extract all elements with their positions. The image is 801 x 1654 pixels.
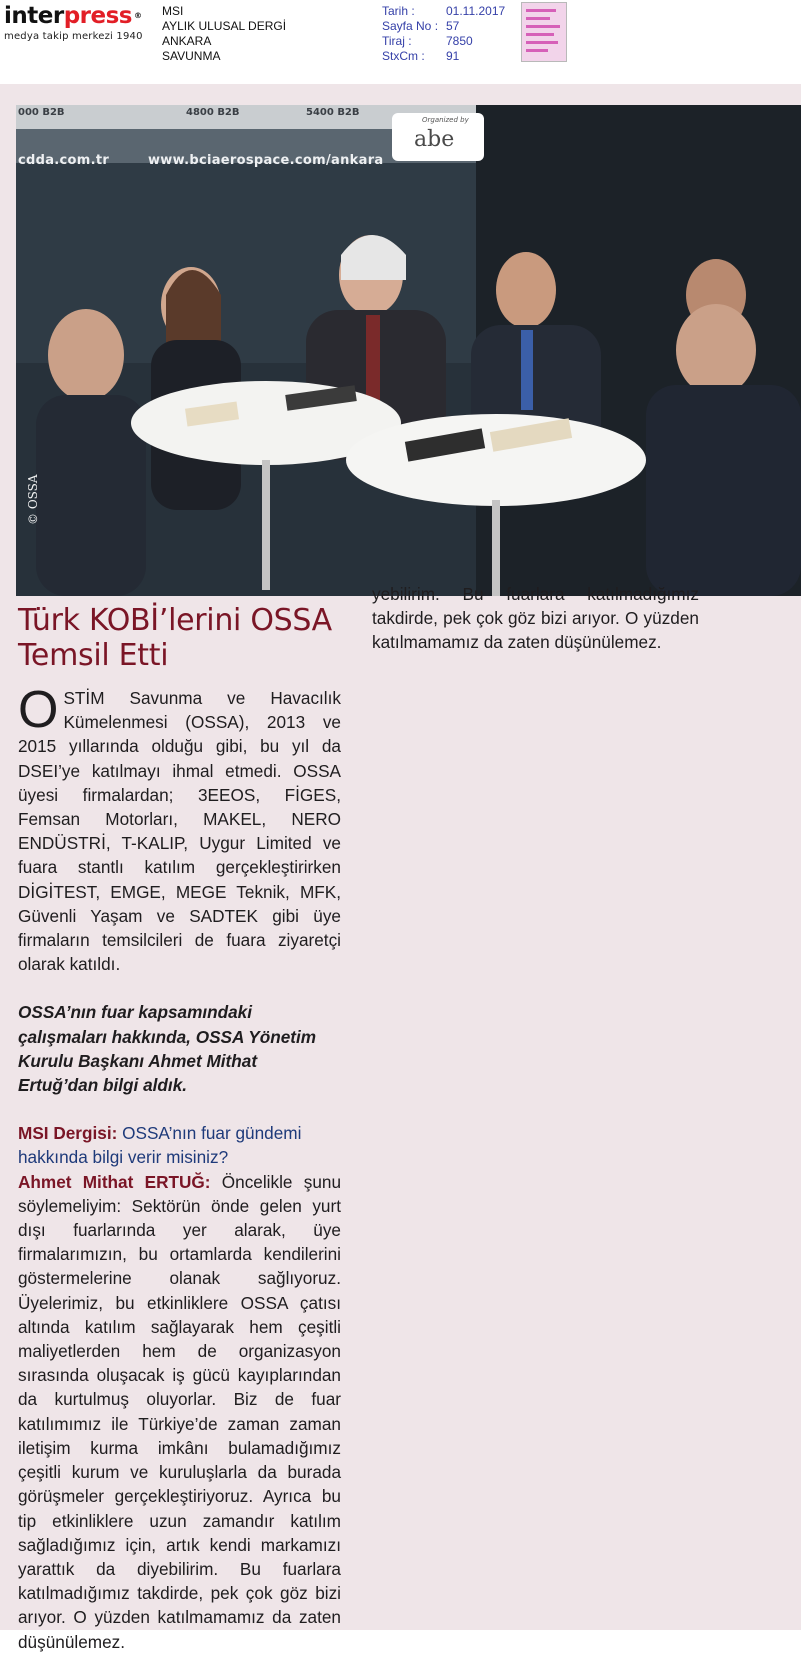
banner-url-right: www.bciaerospace.com/ankara (148, 153, 384, 168)
meta-row-circulation: Tiraj : 7850 (382, 34, 473, 48)
lead-paragraph: OSSA’nın fuar kapsamındaki çalışmaları hakkında, OSSA Yönetim Kurulu Başkanı Ahmet Mithat Ertuğ’dan bilgi aldık. (18, 1002, 317, 1096)
article-photo (16, 105, 801, 596)
left-column (18, 681, 342, 1654)
meta-row-stxcm: StxCm : 91 (382, 49, 460, 63)
answer-1-continuation: yebilirim. Bu fuarlara katılmadığımız takdirde, pek çok göz bizi arıyor. O yüzden katılmamamız da zaten düşünülemez. (372, 584, 699, 653)
banner-url-left: cdda.com.tr (18, 153, 110, 168)
answer-1: Ahmet Mithat ERTUĞ: Öncelikle şunu söylemeliyim: Sektörün önde gelen yurt dışı fuarlarında yer alarak, üye firmalarımızın, bu ortamlarda kendilerini göstermelerine olanak sağlıyoruz. Üyelerimiz, bu etkinliklere OSSA çatısı altında katılım sağlayarak hem çeşitli maliyetlerden hem de organizasyon sırasında oluşacak iş gücü kayıplarından da kurtulmuş oluyorlar. Biz de fuar katılımımız ile Türkiye’de zaman zaman iletişim kurma imkânı bulamadığımız çeşitli kurum ve kuruluşlarla da burada görüşmeler gerçekleştiriyoruz. Ayrıca bu tip etkinliklere uzun zamandır katılım sağladığımız için, artık kendi markamızı yarattık da diyebilirim. Bu fuarlara katılmadığımız takdirde, pek çok göz bizi arıyor. O yüzden katılmamamız da zaten düşünülemez. (18, 1171, 342, 1652)
logo-wordmark: interpress ® (4, 3, 142, 29)
drop-cap: O (18, 681, 59, 739)
meeting-scene (16, 105, 801, 596)
clipping-header (0, 0, 801, 82)
photo-credit: © OSSA (26, 474, 40, 525)
meta-row-date: Tarih : 01.11.2017 (382, 4, 506, 18)
publication-frequency: AYLIK ULUSAL DERGİ (162, 19, 287, 33)
publication-city: ANKARA (162, 34, 212, 48)
magazine-page (0, 84, 801, 1652)
intro-paragraph: OSTİM Savunma ve Havacılık Kümelenmesi (OSSA), 2013 ve 2015 yıllarında olduğu gibi, bu yıl da DSEI’ye katılmayı ihmal etmedi. OSSA üyesi firmalardan; 3EEOS, FİGES, Femsan Motorları, MAKEL, NERO ENDÜSTRİ, T-KALIP, Uygur Limited ve fuara stantlı katılım gerçekleştirirken DİGİTEST, EMGE, MEGE Teknik, MFK, Güvenli Yaşam ve SADTEK gibi üye firmaların temsilcileri de fuara ziyaretçi olarak katıldı. (18, 681, 341, 975)
banner-b2b-mid: 4800 B2B (186, 107, 240, 118)
banner-b2b-right: 5400 B2B (306, 107, 360, 118)
publication-info (162, 4, 286, 64)
logo-tagline: medya takip merkezi 1940 (4, 31, 143, 42)
article-title: Türk KOBİ’lerini OSSA Temsil Etti (18, 603, 332, 673)
meta-row-page: Sayfa No : 57 (382, 19, 460, 33)
clipping-meta (382, 4, 505, 64)
question-1: MSI Dergisi: OSSA’nın fuar gündemi hakkında bilgi verir misiniz? (18, 1123, 302, 1168)
organized-by-label: Organized by (422, 116, 469, 124)
right-column-body (372, 582, 699, 655)
publication-category: SAVUNMA (162, 49, 221, 63)
page-thumbnail[interactable] (521, 2, 567, 62)
organizer-badge (392, 113, 484, 161)
interpress-logo (4, 4, 150, 42)
banner-b2b-left: 000 B2B (18, 107, 65, 118)
publication-name: MSI (162, 4, 184, 18)
abe-logo: abe (414, 127, 455, 152)
